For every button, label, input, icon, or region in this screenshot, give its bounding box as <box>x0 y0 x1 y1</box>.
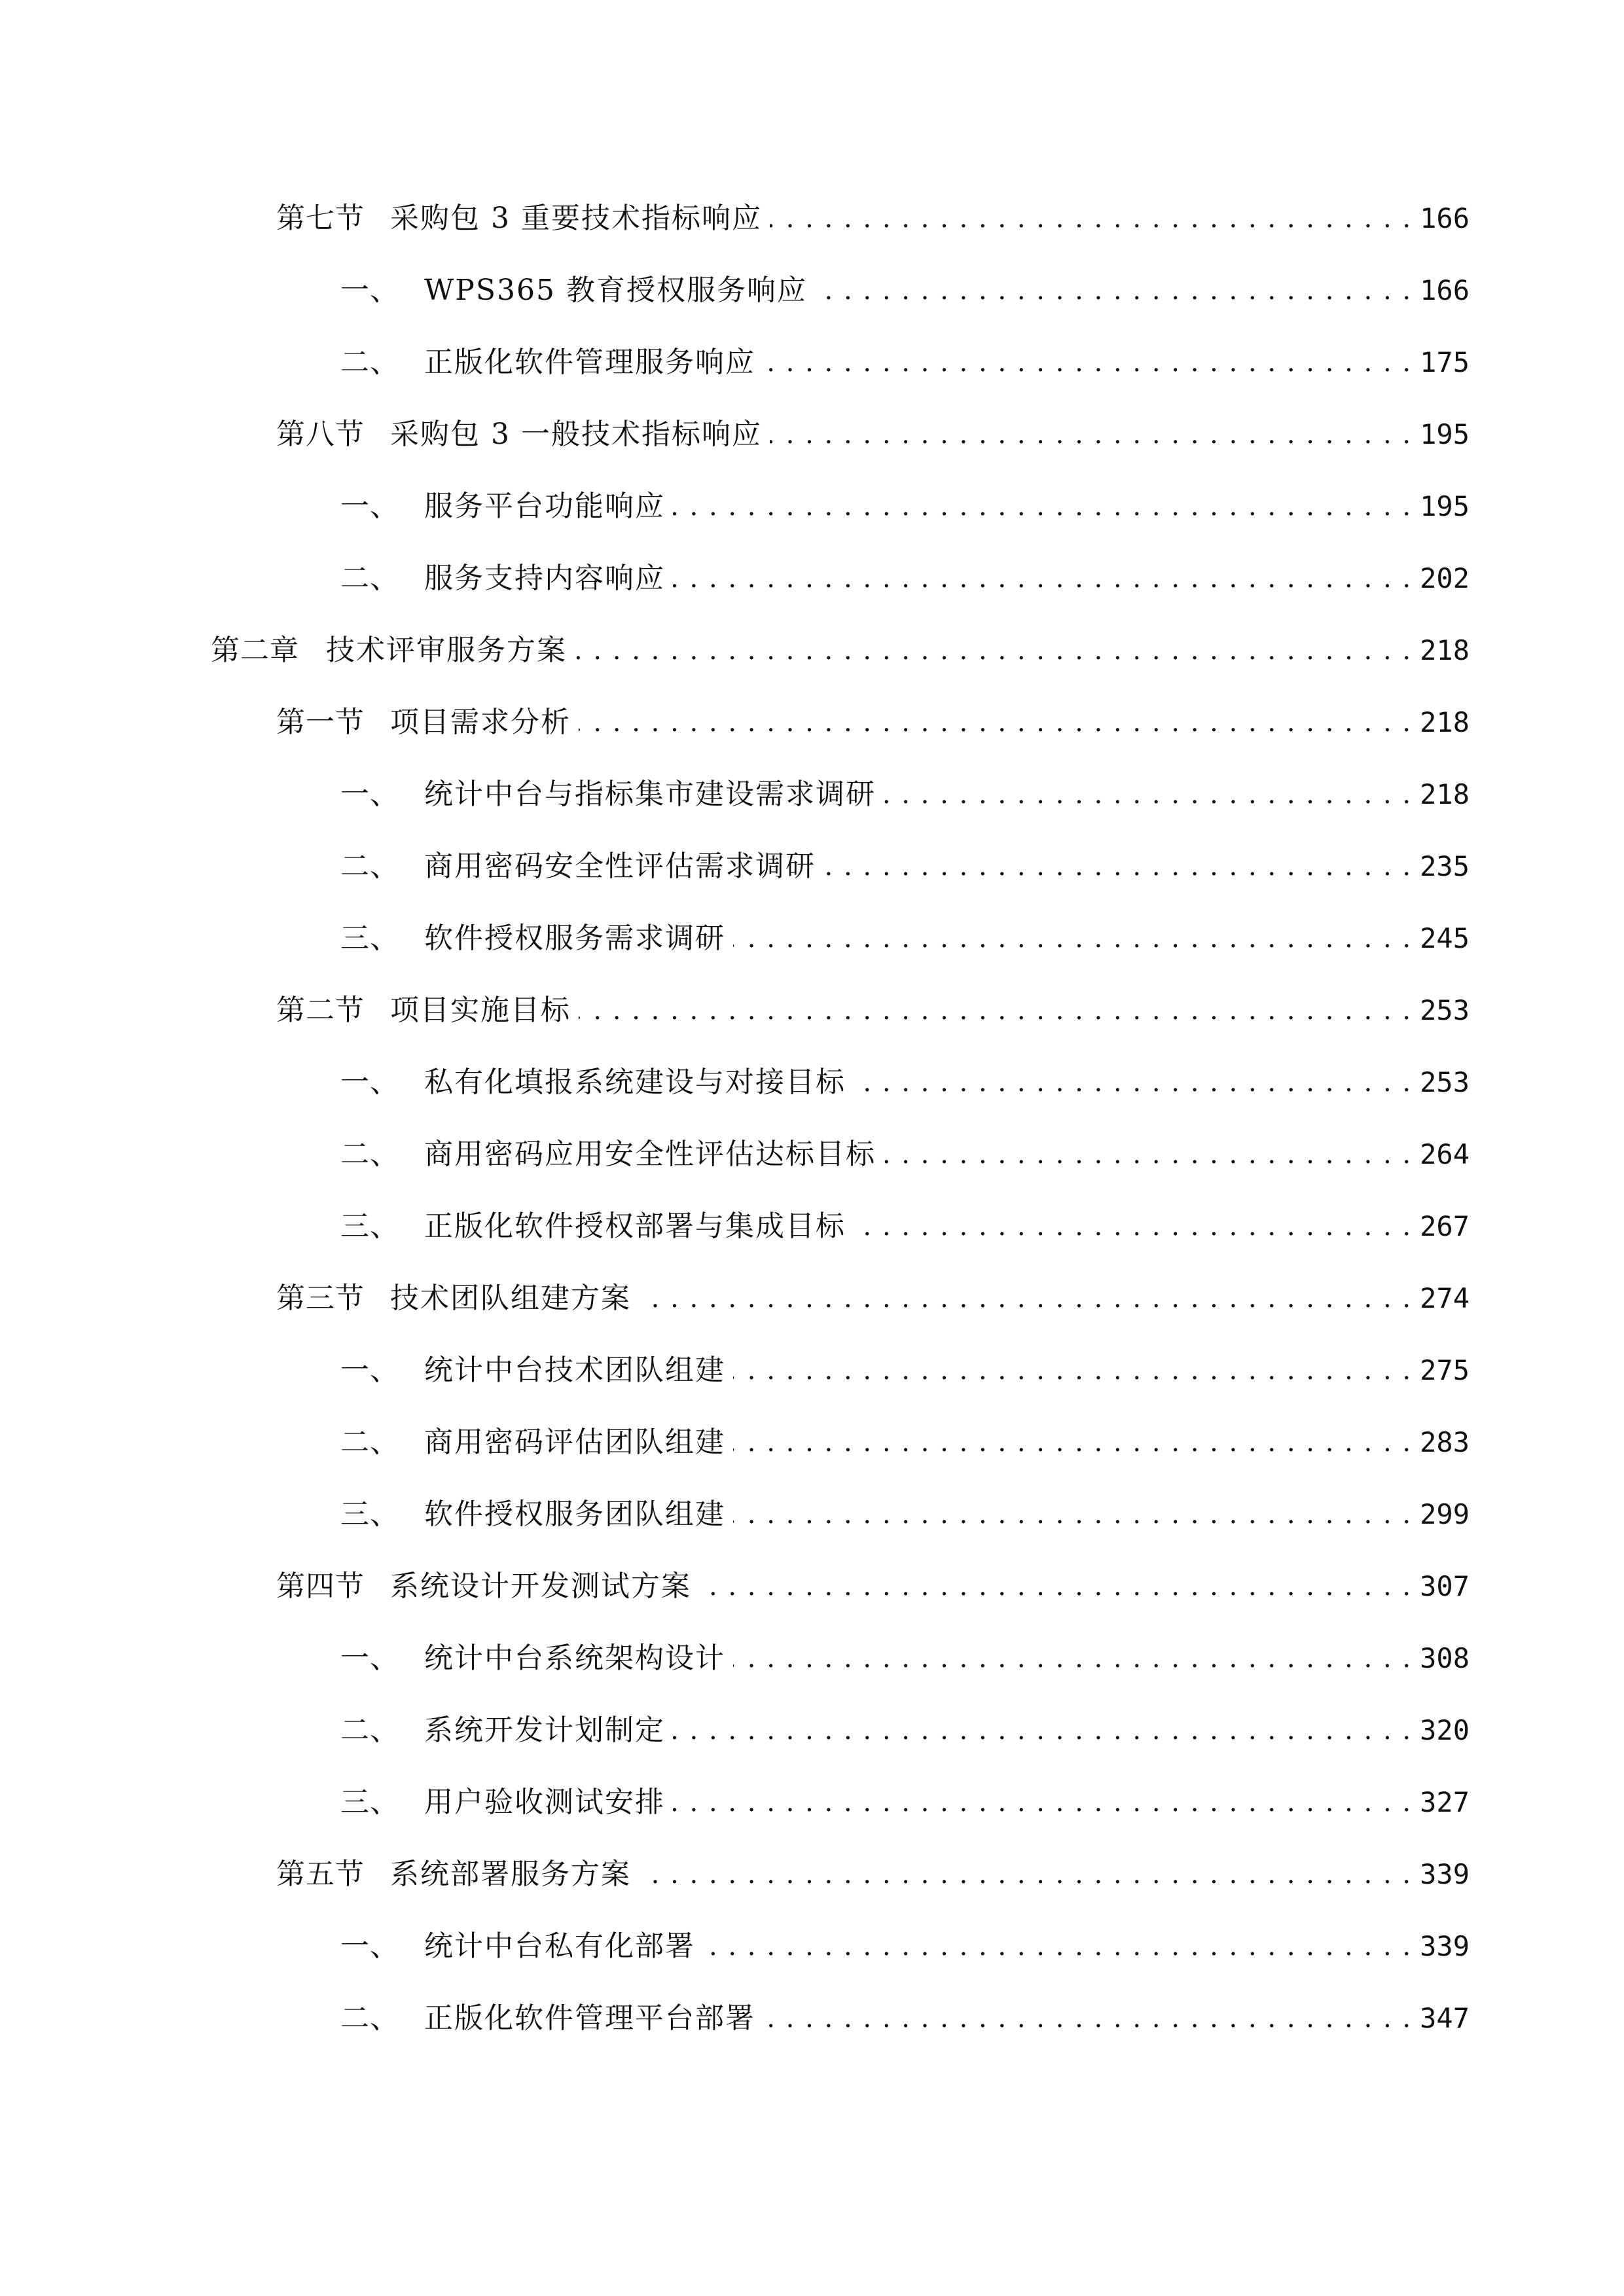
dot-leader <box>673 555 1412 602</box>
toc-entry-page: 175 <box>1420 346 1470 378</box>
toc-entry-title: 服务平台功能响应 <box>424 490 665 523</box>
toc-entry-number: 二、 <box>340 562 399 595</box>
toc-entry-item[interactable] <box>340 1923 1470 1970</box>
toc-entry-page: 299 <box>1420 1498 1470 1530</box>
toc-entry-section[interactable] <box>276 1851 1470 1898</box>
toc-entry-title: 技术团队组建方案 <box>390 1282 631 1315</box>
toc-entry-number: 二、 <box>340 850 399 883</box>
toc-entry-section[interactable] <box>276 699 1470 746</box>
dot-leader <box>733 915 1412 962</box>
dot-leader <box>884 1131 1412 1178</box>
toc-entry-item[interactable] <box>340 843 1470 890</box>
toc-entry-title: 软件授权服务团队组建 <box>424 1498 725 1531</box>
dot-leader <box>770 411 1412 458</box>
toc-entry-number: 第四节 <box>276 1570 365 1603</box>
dot-leader <box>733 1347 1412 1394</box>
toc-entry-item[interactable] <box>340 1131 1470 1178</box>
toc-entry-title: WPS365 教育授权服务响应 <box>424 274 807 307</box>
toc-entry-item[interactable] <box>340 1995 1470 2042</box>
dot-leader <box>673 483 1412 530</box>
toc-entry-page: 166 <box>1420 274 1470 306</box>
toc-entry-chapter[interactable] <box>211 627 1470 674</box>
dot-leader <box>733 1635 1412 1682</box>
dot-leader <box>763 1995 1412 2042</box>
toc-entry-page: 307 <box>1420 1570 1470 1602</box>
toc-entry-number: 第三节 <box>276 1282 365 1315</box>
toc-entry-title: 商用密码安全性评估需求调研 <box>424 850 816 883</box>
toc-entry-item[interactable] <box>340 1419 1470 1466</box>
toc-entry-number: 二、 <box>340 2001 399 2035</box>
toc-entry-page: 195 <box>1420 490 1470 522</box>
toc-entry-title: 采购包 3 重要技术指标响应 <box>390 202 762 235</box>
toc-entry-number: 二、 <box>340 1138 399 1171</box>
toc-entry-page: 235 <box>1420 850 1470 882</box>
toc-entry-page: 218 <box>1420 778 1470 810</box>
toc-entry-title: 正版化软件授权部署与集成目标 <box>424 1210 846 1243</box>
toc-entry-title: 系统部署服务方案 <box>390 1857 631 1891</box>
toc-entry-page: 275 <box>1420 1354 1470 1386</box>
dot-leader <box>639 1851 1412 1898</box>
toc-entry-title: 技术评审服务方案 <box>326 634 567 667</box>
dot-leader <box>733 1419 1412 1466</box>
toc-entry-item[interactable] <box>340 915 1470 962</box>
dot-leader <box>733 1491 1412 1538</box>
toc-entry-item[interactable] <box>340 339 1470 386</box>
toc-entry-page: 166 <box>1420 202 1470 234</box>
toc-entry-number: 一、 <box>340 778 399 811</box>
toc-entry-number: 三、 <box>340 1498 399 1531</box>
toc-entry-item[interactable] <box>340 1779 1470 1826</box>
toc-entry-number: 第二节 <box>276 994 365 1027</box>
toc-entry-page: 339 <box>1420 1930 1470 1962</box>
toc-entry-item[interactable] <box>340 771 1470 818</box>
dot-leader <box>815 267 1412 314</box>
toc-entry-item[interactable] <box>340 1347 1470 1394</box>
dot-leader <box>579 699 1412 746</box>
toc-entry-item[interactable] <box>340 267 1470 314</box>
toc-entry-title: 系统设计开发测试方案 <box>390 1570 691 1603</box>
toc-entry-number: 二、 <box>340 1426 399 1459</box>
toc-entry-page: 245 <box>1420 922 1470 954</box>
dot-leader <box>770 195 1412 242</box>
toc-entry-page: 283 <box>1420 1426 1470 1458</box>
toc-entry-number: 第五节 <box>276 1857 365 1891</box>
toc-entry-number: 一、 <box>340 490 399 523</box>
toc-entry-title: 统计中台私有化部署 <box>424 1929 695 1963</box>
toc-entry-page: 274 <box>1420 1282 1470 1314</box>
toc-entry-title: 统计中台技术团队组建 <box>424 1354 725 1387</box>
toc-entry-title: 采购包 3 一般技术指标响应 <box>390 418 762 451</box>
toc-entry-number: 二、 <box>340 1713 399 1747</box>
dot-leader <box>823 843 1412 890</box>
toc-entry-title: 项目需求分析 <box>390 706 571 739</box>
toc-entry-title: 服务支持内容响应 <box>424 562 665 595</box>
toc-entry-page: 327 <box>1420 1786 1470 1818</box>
toc-entry-section[interactable] <box>276 1275 1470 1322</box>
toc-entry-number: 第二章 <box>211 634 299 667</box>
toc-entry-title: 系统开发计划制定 <box>424 1713 665 1747</box>
toc-entry-title: 正版化软件管理平台部署 <box>424 2001 755 2035</box>
toc-entry-title: 软件授权服务需求调研 <box>424 922 725 955</box>
toc-entry-number: 三、 <box>340 922 399 955</box>
toc-entry-page: 308 <box>1420 1642 1470 1674</box>
dot-leader <box>575 627 1412 674</box>
toc-entry-page: 320 <box>1420 1714 1470 1746</box>
toc-entry-title: 正版化软件管理服务响应 <box>424 346 755 379</box>
toc-entry-page: 253 <box>1420 994 1470 1026</box>
toc-entry-page: 202 <box>1420 562 1470 594</box>
toc-entry-title: 统计中台与指标集市建设需求调研 <box>424 778 876 811</box>
toc-entry-page: 339 <box>1420 1858 1470 1890</box>
toc-entry-page: 218 <box>1420 634 1470 666</box>
toc-entry-page: 218 <box>1420 706 1470 738</box>
dot-leader <box>854 1059 1412 1106</box>
toc-entry-number: 第七节 <box>276 202 365 235</box>
toc-entry-number: 一、 <box>340 1641 399 1675</box>
dot-leader <box>703 1923 1412 1970</box>
dot-leader <box>763 339 1412 386</box>
dot-leader <box>579 987 1412 1034</box>
toc-entry-title: 商用密码评估团队组建 <box>424 1426 725 1459</box>
toc-entry-number: 一、 <box>340 1066 399 1099</box>
toc-entry-number: 三、 <box>340 1785 399 1819</box>
toc-entry-number: 第八节 <box>276 418 365 451</box>
toc-entry-number: 一、 <box>340 274 399 307</box>
toc-entry-section[interactable] <box>276 195 1470 242</box>
toc-entry-item[interactable] <box>340 555 1470 602</box>
toc-entry-title: 商用密码应用安全性评估达标目标 <box>424 1138 876 1171</box>
toc-entry-item[interactable] <box>340 1707 1470 1754</box>
toc-entry-title: 用户验收测试安排 <box>424 1785 665 1819</box>
toc-entry-title: 项目实施目标 <box>390 994 571 1027</box>
toc-entry-number: 第一节 <box>276 706 365 739</box>
toc-entry-item[interactable] <box>340 1203 1470 1250</box>
toc-entry-item[interactable] <box>340 1635 1470 1682</box>
toc-entry-item[interactable] <box>340 483 1470 530</box>
toc-entry-title: 统计中台系统架构设计 <box>424 1641 725 1675</box>
toc-entry-item[interactable] <box>340 1491 1470 1538</box>
toc-entry-section[interactable] <box>276 987 1470 1034</box>
dot-leader <box>699 1563 1412 1610</box>
dot-leader <box>673 1779 1412 1826</box>
toc-entry-page: 347 <box>1420 2002 1470 2034</box>
dot-leader <box>639 1275 1412 1322</box>
toc-entry-number: 一、 <box>340 1929 399 1963</box>
toc-entry-page: 267 <box>1420 1210 1470 1242</box>
dot-leader <box>673 1707 1412 1754</box>
dot-leader <box>884 771 1412 818</box>
dot-leader <box>854 1203 1412 1250</box>
toc-entry-page: 195 <box>1420 418 1470 450</box>
toc-entry-page: 264 <box>1420 1138 1470 1170</box>
toc-entry-section[interactable] <box>276 1563 1470 1610</box>
toc-entry-title: 私有化填报系统建设与对接目标 <box>424 1066 846 1099</box>
toc-entry-item[interactable] <box>340 1059 1470 1106</box>
toc-entry-section[interactable] <box>276 411 1470 458</box>
toc-entry-number: 一、 <box>340 1354 399 1387</box>
toc-entry-number: 三、 <box>340 1210 399 1243</box>
toc-entry-number: 二、 <box>340 346 399 379</box>
toc-entry-page: 253 <box>1420 1066 1470 1098</box>
